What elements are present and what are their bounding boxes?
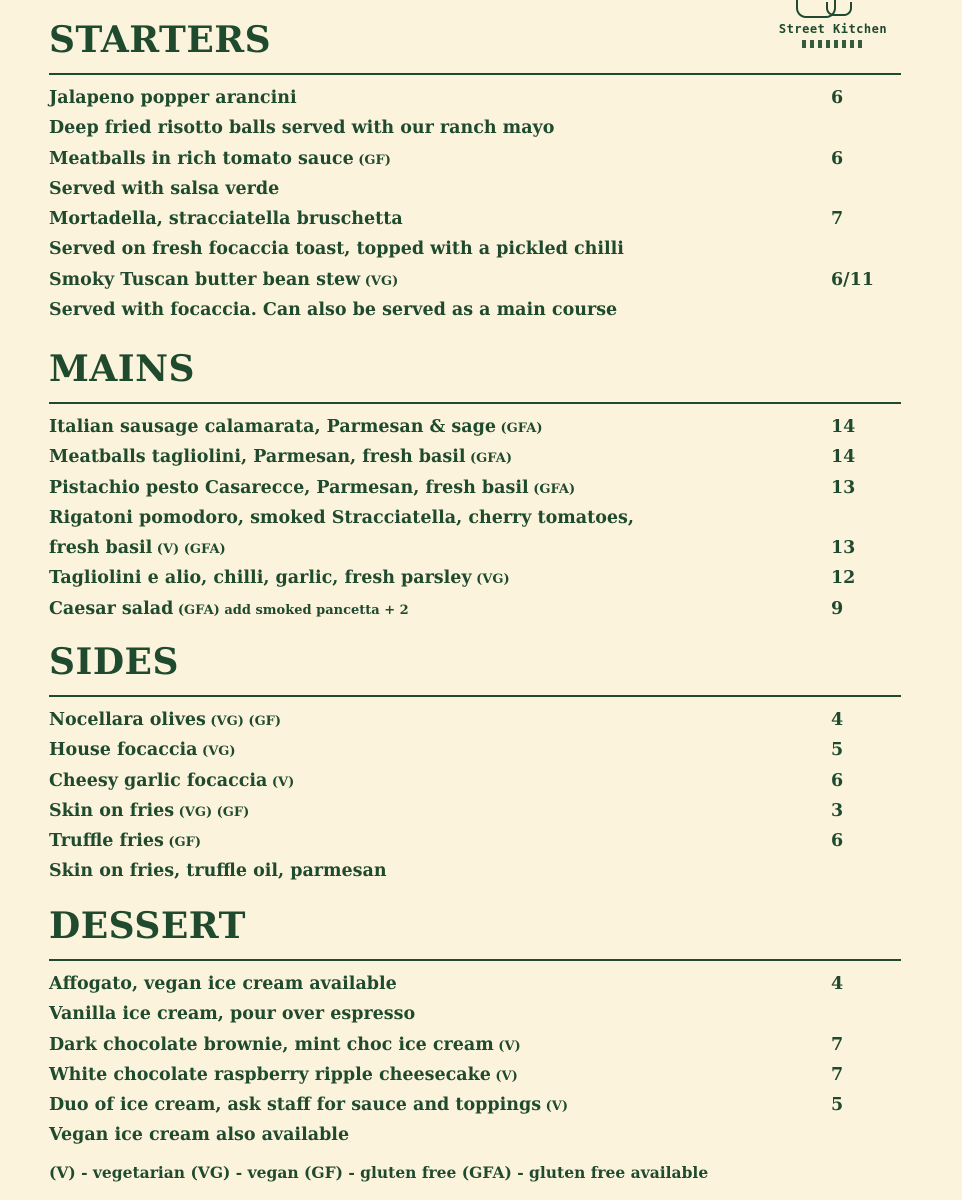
menu-item-text: Served on fresh focaccia toast, topped with a pickled chilli <box>49 239 624 260</box>
menu-item <box>49 705 901 735</box>
menu-item-price: 7 <box>831 1064 844 1085</box>
menu-item-text: Cheesy garlic focaccia <box>49 770 268 791</box>
brand-name: Street Kitchen <box>778 22 888 36</box>
menu-item <box>49 563 901 593</box>
menu-item-text: fresh basil <box>49 538 153 559</box>
menu-item-text: Rigatoni pomodoro, smoked Stracciatella, cherry tomatoes, <box>49 507 634 528</box>
menu-item-tags: (GFA) <box>496 421 543 436</box>
menu-item-tags: (GF) <box>163 835 202 851</box>
menu-item-text: Affogato, vegan ice cream available <box>49 974 397 994</box>
menu-item-tags: (V) <box>541 1099 568 1115</box>
menu-item <box>49 969 901 999</box>
menu-item-text: Nocellara olives <box>49 710 206 730</box>
menu-item-text: Vanilla ice cream, pour over espresso <box>49 1004 416 1025</box>
menu-item <box>49 295 901 325</box>
menu-item-text: Dark chocolate brownie, mint choc ice cream <box>49 1034 494 1055</box>
section-dessert <box>49 906 901 1151</box>
menu-item <box>49 234 901 264</box>
menu-item-price: 13 <box>831 477 856 498</box>
section-divider <box>49 73 901 75</box>
menu-items <box>49 969 901 1151</box>
menu-item-price: 4 <box>831 974 844 994</box>
menu-item <box>49 826 901 856</box>
menu-item <box>49 503 901 533</box>
menu-item-tags: (V) <box>490 1068 518 1084</box>
menu-item-text: Tagliolini e alio, chilli, garlic, fresh parsley <box>49 568 472 589</box>
menu-item-price: 5 <box>831 1095 844 1116</box>
menu-item <box>49 442 901 472</box>
menu-item <box>49 174 901 204</box>
menu-item <box>49 766 901 796</box>
menu-item <box>49 113 901 143</box>
menu-item <box>49 796 901 826</box>
menu-item-text: Served with salsa verde <box>49 178 280 199</box>
dietary-legend: (V) - vegetarian (VG) - vegan (GF) - gluten free (GFA) - gluten free available <box>49 1163 709 1182</box>
menu-item-tags: (VG) (GF) <box>205 714 282 729</box>
menu-item-tags: (VG) <box>471 572 510 588</box>
menu-item <box>49 1090 901 1120</box>
section-divider <box>49 959 901 961</box>
section-title: STARTERS <box>49 19 272 61</box>
section-title: DESSERT <box>49 905 246 947</box>
menu-item-text: Mortadella, stracciatella bruschetta <box>49 209 403 230</box>
menu-item <box>49 473 901 503</box>
menu-item-tags: (GFA) <box>528 481 576 497</box>
menu-item-tags: (V) <box>267 774 295 790</box>
menu-items <box>49 83 901 325</box>
menu-item-text: White chocolate raspberry ripple cheesecake <box>49 1064 491 1085</box>
section-divider <box>49 402 901 404</box>
cup-icon <box>826 2 852 16</box>
menu-item <box>49 1030 901 1060</box>
menu-item-tags: (GFA) add smoked pancetta + 2 <box>173 602 409 618</box>
menu-item-price: 9 <box>831 598 844 619</box>
menu-item-price: 6 <box>831 831 844 852</box>
menu-item-text: Caesar salad <box>49 598 174 619</box>
menu-item <box>49 856 901 886</box>
menu-item-price: 14 <box>831 447 856 468</box>
menu-item-text: Vegan ice cream also available <box>49 1125 350 1146</box>
section-title: SIDES <box>49 641 179 683</box>
menu-item-tags: (GF) <box>353 152 391 168</box>
menu-item-price: 5 <box>831 740 844 761</box>
menu-item-text: Duo of ice cream, ask staff for sauce and toppings <box>49 1095 542 1116</box>
menu-item-price: 6 <box>831 88 844 108</box>
menu-item <box>49 265 901 295</box>
menu-item <box>49 204 901 234</box>
menu-item-text: Meatballs in rich tomato sauce <box>49 148 354 169</box>
menu-item-tags: (VG) (GF) <box>174 804 250 820</box>
menu-item-tags: (V) <box>493 1038 521 1054</box>
section-title: MAINS <box>49 348 196 390</box>
menu-item-text: Italian sausage calamarata, Parmesan & sage <box>49 417 496 437</box>
menu-item-text: Meatballs tagliolini, Parmesan, fresh basil <box>49 447 466 468</box>
menu-item-price: 7 <box>831 209 844 230</box>
menu-item <box>49 83 901 113</box>
menu-item-text: Skin on fries <box>49 800 175 821</box>
menu-item-text: Smoky Tuscan butter bean stew <box>49 269 361 290</box>
menu-item-text: House focaccia <box>49 740 198 761</box>
menu-item-text: Skin on fries, truffle oil, parmesan <box>49 861 387 882</box>
menu-item <box>49 1060 901 1090</box>
section-mains <box>49 349 901 624</box>
menu-item <box>49 735 901 765</box>
section-starters <box>49 20 901 325</box>
menu-item-price: 3 <box>831 800 844 821</box>
menu-item <box>49 594 901 624</box>
menu-item <box>49 144 901 174</box>
menu-item-text: Served with focaccia. Can also be served as a main course <box>49 300 618 321</box>
menu-item-text: Truffle fries <box>49 831 164 852</box>
section-divider <box>49 695 901 697</box>
menu-item-price: 7 <box>831 1034 844 1055</box>
menu-item-tags: (VG) <box>360 273 399 289</box>
menu-item <box>49 533 901 563</box>
menu-item-text: Pistachio pesto Casarecce, Parmesan, fresh basil <box>49 477 529 498</box>
menu-item-price: 13 <box>831 538 856 559</box>
menu-items <box>49 412 901 624</box>
menu-items <box>49 705 901 887</box>
menu-item-text: Deep fried risotto balls served with our ranch mayo <box>49 118 555 139</box>
menu-item-text: Jalapeno popper arancini <box>49 88 297 108</box>
menu-item-price: 6/11 <box>831 269 874 290</box>
menu-item-tags: (V) (GFA) <box>152 542 226 558</box>
section-sides <box>49 642 901 887</box>
menu-item-tags: (GFA) <box>465 451 512 467</box>
menu-item <box>49 1120 901 1150</box>
menu-item-price: 6 <box>831 770 844 791</box>
menu-item-price: 6 <box>831 148 844 169</box>
menu-item-price: 12 <box>831 568 856 589</box>
menu-item-tags: (VG) <box>197 744 236 760</box>
menu-item <box>49 999 901 1029</box>
menu-item-price: 4 <box>831 710 844 730</box>
menu-item-price: 14 <box>831 417 856 437</box>
menu-item <box>49 412 901 442</box>
